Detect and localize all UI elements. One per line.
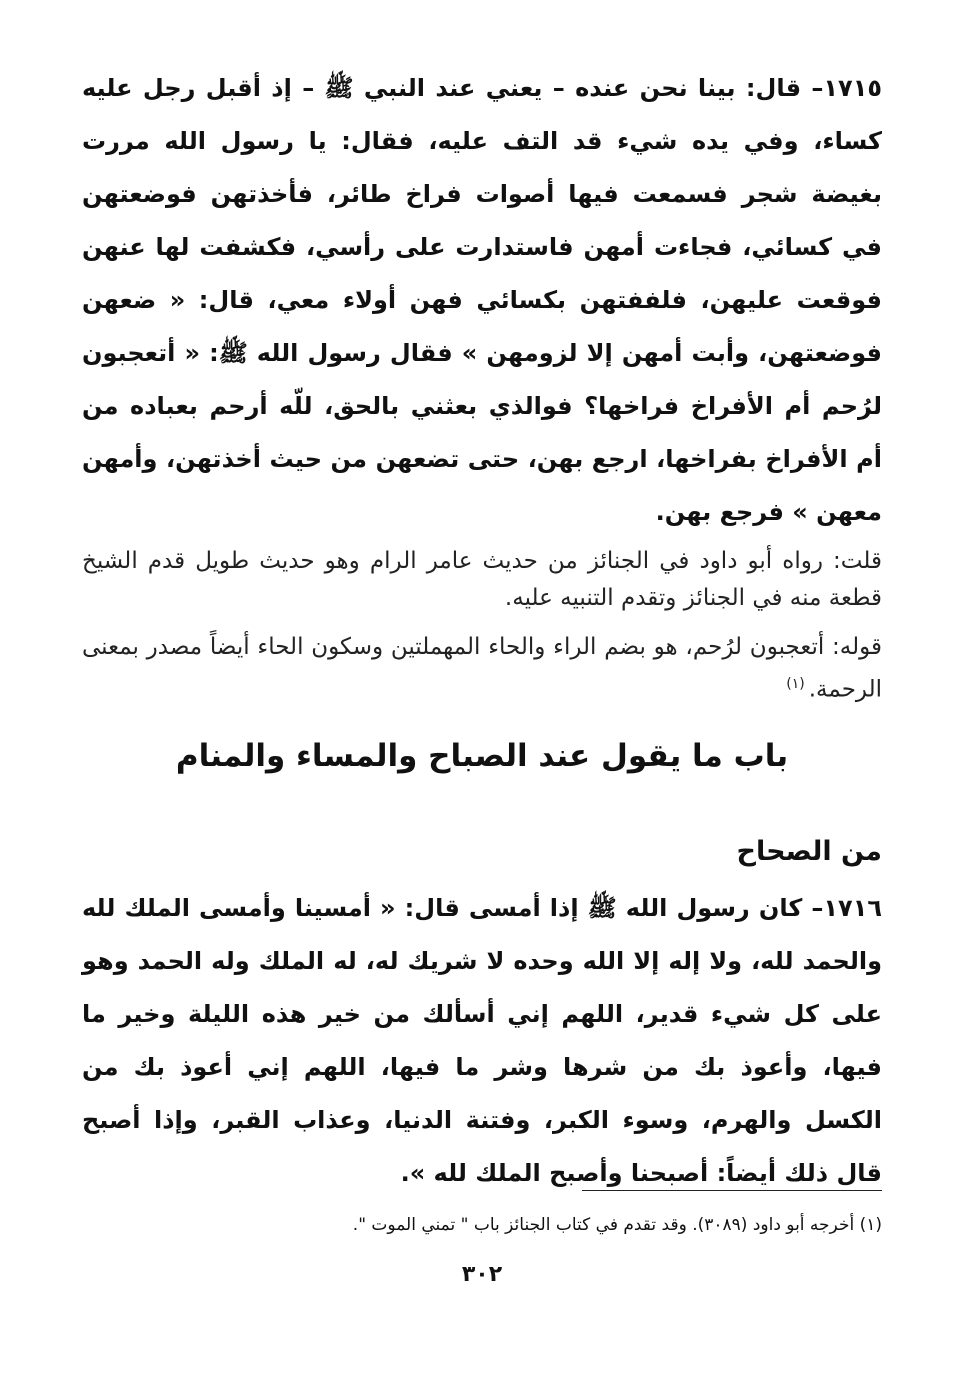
hadith-1715: ١٧١٥– قال: بينا نحن عنده – يعني عند النبي ﷺ – إذ أقبل رجل عليه كساء، وفي يده شيء قد التف عليه، فقال: يا رسول الله مررت بغيضة شجر فسمعت فيها أصوات فراخ طائر، فأخذتهن فوضعتهن في كسائي، فجاءت أمهن فاستدارت على رأسي، فكشفت لها عنهن فوقعت عليهن، فلففتهن بكسائي فهن أولاء معي، قال: « ضعهن فوضعتهن، وأبت أمهن إلا لزومهن » فقال رسول الله ﷺ: « أتعجبون لرُحم أم الأفراخ فراخها؟ فوالذي بعثني بالحق، للّه أرحم بعباده من أم الأفراخ بفراخها، ارجع بهن، حتى تضعهن من حيث أخذتهن، وأمهن معهن » فرجع بهن. (82, 74, 882, 526)
section-heading: من الصحاح (736, 836, 882, 867)
chapter-title: باب ما يقول عند الصباح والمساء والمنام (175, 738, 789, 774)
commentary-qultu: قلت: رواه أبو داود في الجنائز من حديث عامر الرام وهو حديث طويل قدم الشيخ قطعة منه في الجنائز وتقدم التنبيه عليه. (82, 548, 882, 611)
footnote-divider (582, 1190, 882, 1191)
hadith-1716: ١٧١٦– كان رسول الله ﷺ إذا أمسى قال: « أمسينا وأمسى الملك لله والحمد لله، ولا إله إلا الله وحده لا شريك له، له الملك وله الحمد وهو على كل شيء قدير، اللهم إني أسألك من خير هذه الليلة وخير ما فيها، وأعوذ بك من شرها وشر ما فيها، اللهم إني أعوذ بك من الكسل والهرم، وسوء الكبر، وفتنة الدنيا، وعذاب القبر، وإذا أصبح قال ذلك أيضاً: أصبحنا وأصبح الملك لله ». (82, 894, 882, 1187)
commentary-qawluhu-text: قوله: أتعجبون لرُحم، هو بضم الراء والحاء المهملتين وسكون الحاء أيضاً مصدر بمعنى الرحمة. (82, 634, 882, 703)
commentary-qawluhu (82, 629, 882, 709)
book-page (82, 62, 882, 1352)
footnote: (١) أخرجه أبو داود (٣٠٨٩). وقد تقدم في كتاب الجنائز باب " تمني الموت ". (352, 1215, 882, 1235)
page-number: ٣٠٢ (461, 1262, 503, 1287)
footnote-marker: (١) (786, 676, 805, 692)
